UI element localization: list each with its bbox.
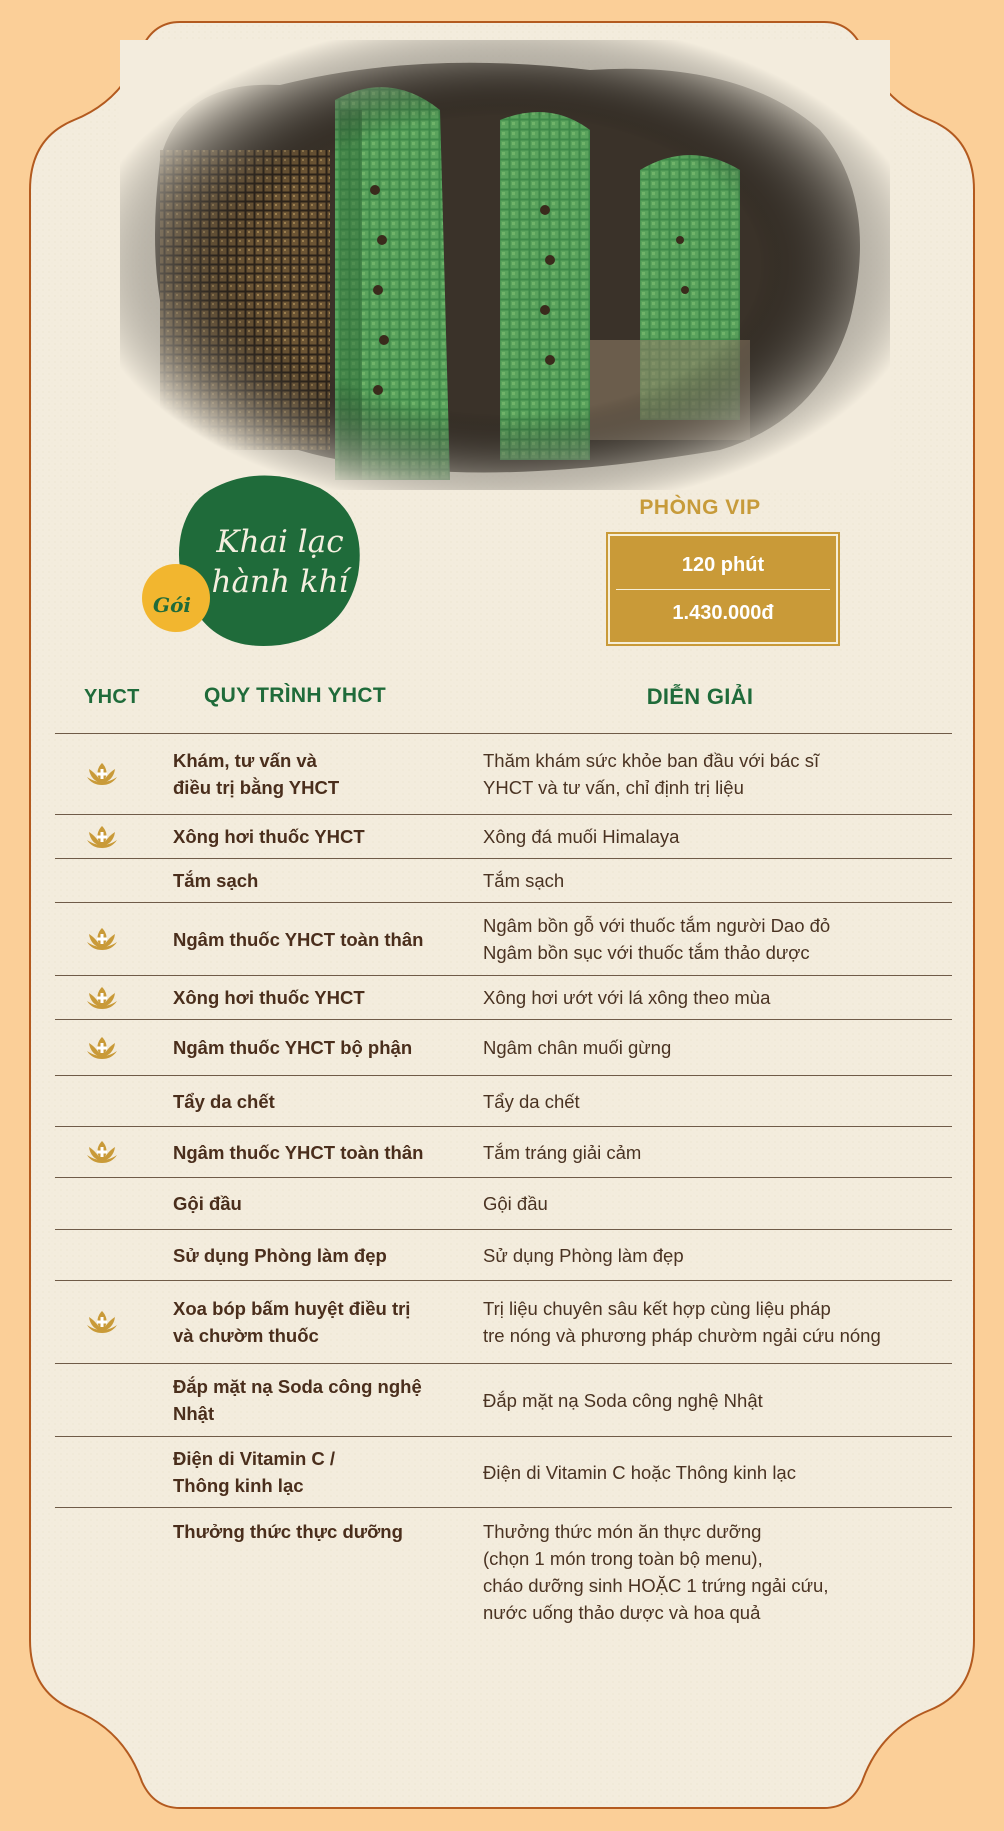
description-line: YHCT và tư vấn, chỉ định trị liệu <box>483 777 744 798</box>
process-step <box>173 1139 473 1166</box>
table-row <box>55 1075 952 1126</box>
step-description <box>483 1387 953 1414</box>
process-step-line: Tẩy da chết <box>173 1090 275 1112</box>
table-row <box>55 1229 952 1280</box>
process-step <box>173 1242 473 1269</box>
lotus-icon <box>85 1035 119 1066</box>
process-step-line: Tắm sạch <box>173 870 259 891</box>
step-description <box>483 867 953 894</box>
step-description <box>483 1139 953 1166</box>
process-step <box>173 747 473 801</box>
description-line: Ngâm chân muối gừng <box>483 1037 672 1058</box>
table-row <box>55 1280 952 1363</box>
header-process: QUY TRÌNH YHCT <box>204 684 386 707</box>
step-description <box>483 912 953 966</box>
process-step-line: Xông hơi thuốc YHCT <box>173 987 365 1008</box>
lotus-icon <box>85 1309 119 1340</box>
step-description <box>483 1190 953 1217</box>
steam-room-photo <box>120 40 890 490</box>
process-step <box>173 926 473 953</box>
process-step-line: Nhật <box>173 1403 215 1424</box>
process-step-line: và chườm thuốc <box>173 1325 319 1346</box>
process-step-line: Ngâm thuốc YHCT toàn thân <box>173 928 424 950</box>
table-row <box>55 1507 952 1628</box>
step-description <box>483 1295 953 1349</box>
process-step <box>173 1034 473 1061</box>
description-line: Ngâm bồn gỗ với thuốc tắm người Dao đỏ <box>483 915 831 936</box>
step-description <box>483 1034 953 1061</box>
step-description <box>483 984 953 1011</box>
description-line: Thưởng thức món ăn thực dưỡng <box>483 1521 762 1542</box>
description-line: Ngâm bồn sục với thuốc tắm thảo dược <box>483 942 810 963</box>
price-box <box>608 534 838 644</box>
package-prefix: Gói <box>152 593 192 617</box>
price-divider <box>616 589 830 590</box>
description-line: Trị liệu chuyên sâu kết hợp cùng liệu pháp <box>483 1298 831 1319</box>
process-step-line: điều trị bằng YHCT <box>173 777 340 798</box>
table-row <box>55 1126 952 1177</box>
description-line: Gội đầu <box>483 1193 548 1214</box>
table-row <box>55 814 952 858</box>
process-step-line: Xông hơi thuốc YHCT <box>173 826 365 847</box>
lotus-icon <box>85 926 119 957</box>
procedure-table <box>55 733 952 1628</box>
table-row <box>55 1019 952 1075</box>
process-step-line: Ngâm thuốc YHCT toàn thân <box>173 1141 424 1163</box>
header-description: DIỄN GIẢI <box>646 684 754 709</box>
description-line: Tắm tráng giải cảm <box>483 1141 642 1163</box>
lotus-icon <box>85 1139 119 1170</box>
process-step-line: Thưởng thức thực dưỡng <box>173 1521 403 1542</box>
table-row <box>55 1363 952 1436</box>
step-description <box>483 1518 953 1626</box>
table-row <box>55 733 952 814</box>
table-row <box>55 975 952 1019</box>
description-line: tre nóng và phương pháp chườm ngải cứu nóng <box>483 1325 881 1346</box>
step-description <box>483 1459 953 1486</box>
description-line: Tẩy da chết <box>483 1090 580 1112</box>
description-line: Xông hơi ướt với lá xông theo mùa <box>483 987 771 1008</box>
process-step-line: Khám, tư vấn và <box>173 750 317 771</box>
process-step-line: Ngâm thuốc YHCT bộ phận <box>173 1037 413 1058</box>
description-line: nước uống thảo dược và hoa quả <box>483 1602 761 1623</box>
table-row <box>55 1177 952 1229</box>
session-price: 1.430.000đ <box>672 602 774 624</box>
process-step-line: Đắp mặt nạ Soda công nghệ <box>173 1376 422 1397</box>
session-duration: 120 phút <box>681 554 765 576</box>
table-row <box>55 1436 952 1507</box>
description-line: (chọn 1 món trong toàn bộ menu), <box>483 1548 763 1569</box>
lotus-icon <box>85 985 119 1016</box>
process-step <box>173 1373 473 1427</box>
step-description <box>483 747 953 801</box>
process-step <box>173 823 473 850</box>
table-row <box>55 902 952 975</box>
process-step <box>173 1190 473 1217</box>
lotus-icon <box>85 824 119 855</box>
package-name: Khai lạc hành khí <box>211 524 349 600</box>
process-step <box>173 1088 473 1115</box>
process-step <box>173 1518 473 1545</box>
description-line: Điện di Vitamin C hoặc Thông kinh lạc <box>483 1461 796 1483</box>
description-line: Sử dụng Phòng làm đẹp <box>483 1244 684 1266</box>
process-step-line: Điện di Vitamin C / <box>173 1448 336 1469</box>
description-line: Đắp mặt nạ Soda công nghệ Nhật <box>483 1389 763 1411</box>
process-step <box>173 867 473 894</box>
process-step-line: Sử dụng Phòng làm đẹp <box>173 1244 387 1266</box>
process-step-line: Xoa bóp bấm huyệt điều trị <box>173 1298 411 1319</box>
process-step <box>173 1295 473 1349</box>
process-step <box>173 1445 473 1499</box>
room-label: PHÒNG VIP <box>639 496 761 519</box>
step-description <box>483 1242 953 1269</box>
lotus-icon <box>85 761 119 792</box>
process-step-line: Gội đầu <box>173 1193 242 1214</box>
description-line: Thăm khám sức khỏe ban đầu với bác sĩ <box>483 750 820 771</box>
step-description <box>483 823 953 850</box>
process-step <box>173 984 473 1011</box>
description-line: Tắm sạch <box>483 870 565 891</box>
step-description <box>483 1088 953 1115</box>
description-line: cháo dưỡng sinh HOẶC 1 trứng ngải cứu, <box>483 1575 829 1596</box>
description-line: Xông đá muối Himalaya <box>483 826 680 847</box>
table-row <box>55 858 952 902</box>
process-step-line: Thông kinh lạc <box>173 1475 304 1496</box>
header-yhct: YHCT <box>84 686 140 708</box>
